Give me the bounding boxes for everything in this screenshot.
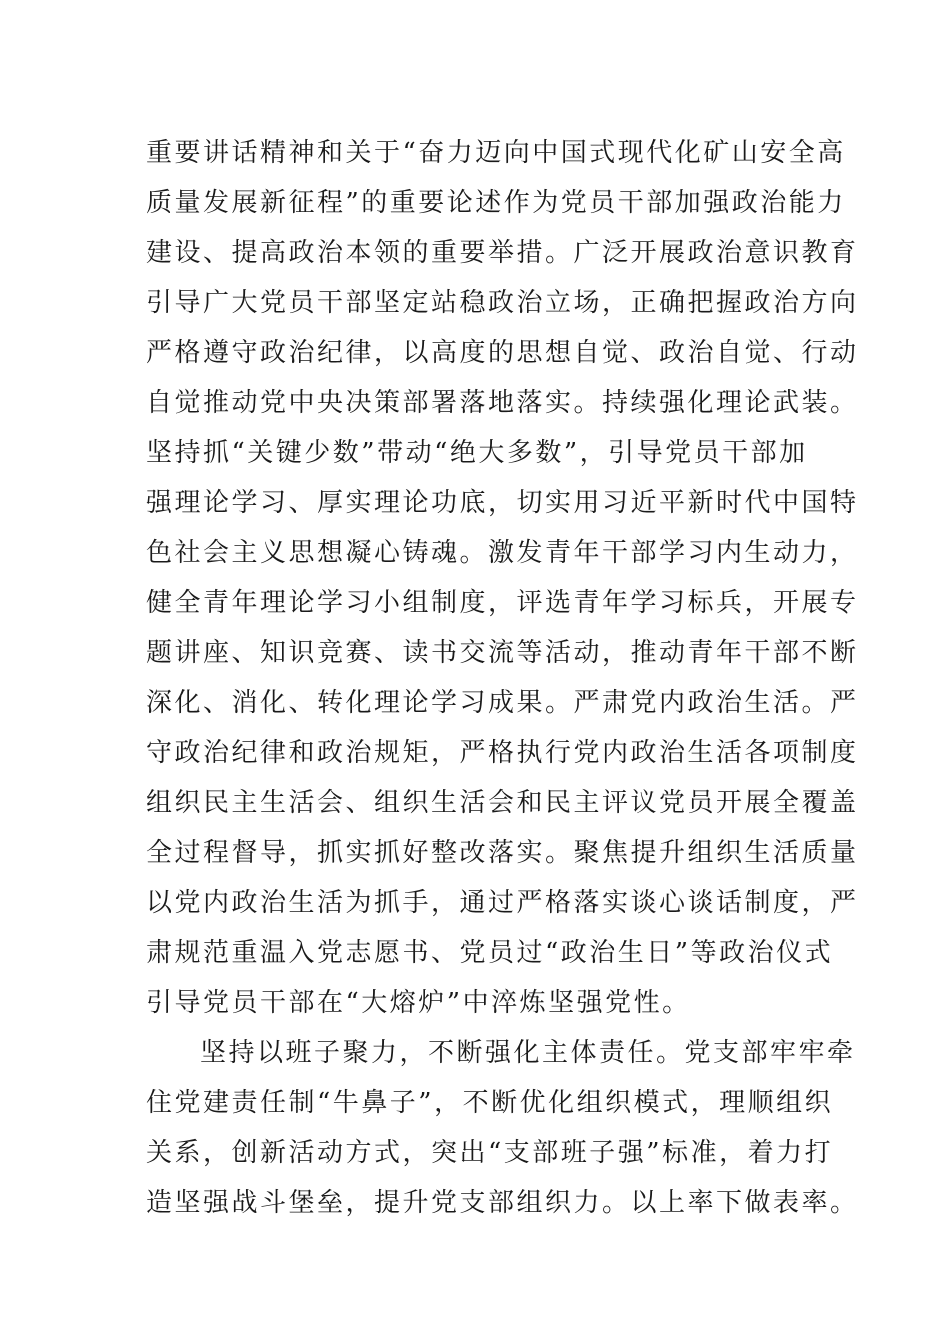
text-line: 健全青年理论学习小组制度，评选青年学习标兵，开展专 (146, 588, 859, 618)
text-line: 肃规范重温入党志愿书、党员过“政治生日”等政治仪式 (146, 938, 834, 968)
paragraph-start-line: 坚持以班子聚力，不断强化主体责任。党支部牢牢牵 (200, 1038, 856, 1068)
text-line: 引导广大党员干部坚定站稳政治立场，正确把握政治方向 (146, 288, 859, 318)
text-line: 关系，创新活动方式，突出“支部班子强”标准，着力打 (146, 1138, 834, 1168)
text-line: 全过程督导，抓实抓好整改落实。聚焦提升组织生活质量 (146, 838, 859, 868)
text-line: 建设、提高政治本领的重要举措。广泛开展政治意识教育 (146, 238, 859, 268)
text-line: 强理论学习、厚实理论功底，切实用习近平新时代中国特 (146, 488, 859, 518)
text-line: 深化、消化、转化理论学习成果。严肃党内政治生活。严 (146, 688, 859, 718)
text-line: 色社会主义思想凝心铸魂。激发青年干部学习内生动力， (146, 538, 859, 568)
text-line: 题讲座、知识竞赛、读书交流等活动，推动青年干部不断 (146, 638, 859, 668)
text-line: 引导党员干部在“大熔炉”中淬炼坚强党性。 (146, 988, 691, 1018)
text-line: 住党建责任制“牛鼻子”，不断优化组织模式，理顺组织 (146, 1088, 834, 1118)
text-line: 造坚强战斗堡垒，提升党支部组织力。以上率下做表率。 (146, 1188, 859, 1218)
text-line: 组织民主生活会、组织生活会和民主评议党员开展全覆盖 (146, 788, 859, 818)
text-line: 质量发展新征程”的重要论述作为党员干部加强政治能力 (146, 188, 846, 218)
body-text (146, 128, 859, 1228)
text-line: 以党内政治生活为抓手，通过严格落实谈心谈话制度，严 (146, 888, 859, 918)
text-line: 守政治纪律和政治规矩，严格执行党内政治生活各项制度 (146, 738, 859, 768)
text-line: 严格遵守政治纪律，以高度的思想自觉、政治自觉、行动 (146, 338, 859, 368)
text-line: 坚持抓“关键少数”带动“绝大多数”，引导党员干部加 (146, 438, 808, 468)
text-line: 重要讲话精神和关于“奋力迈向中国式现代化矿山安全高 (146, 138, 846, 168)
text-line: 自觉推动党中央决策部署落地落实。持续强化理论武装。 (146, 388, 859, 418)
